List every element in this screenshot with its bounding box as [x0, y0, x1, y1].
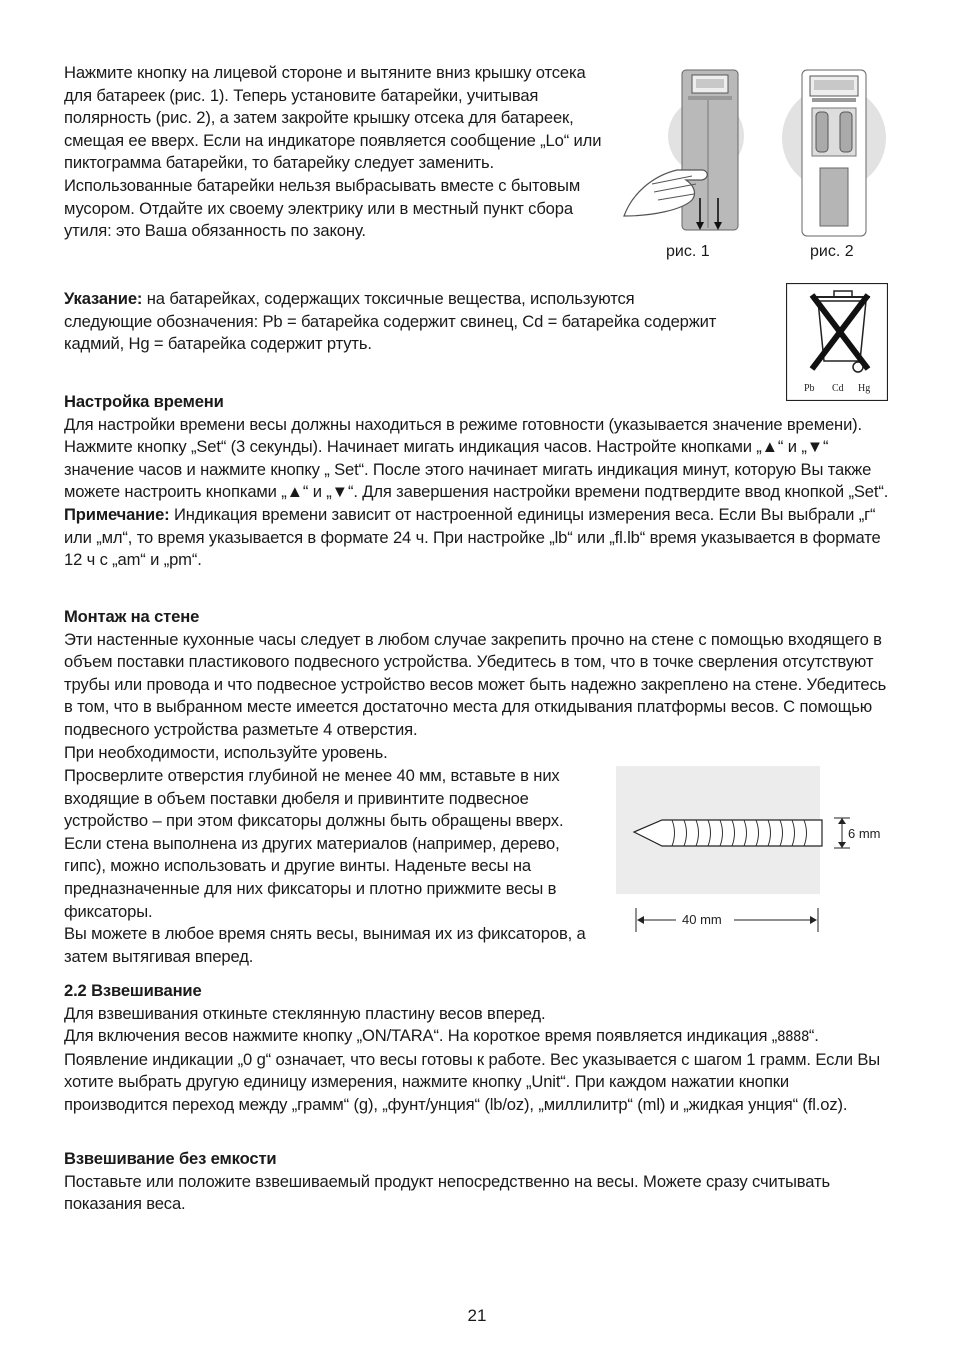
battery-notice — [64, 288, 724, 356]
time-note-text: Индикация времени зависит от настроенной единицы измерения веса. Если Вы выбрали „г“ или „мл“, то время указывается в формате 24 ч. При настройке „lb“ или „fl.lb“ время указывается в формате 12 ч с „am“ и „pm“. — [64, 504, 881, 570]
weighing-paragraph-2b: “. Появление индикации „0 g“ означает, что весы готовы к работе. Вес указывается с шагом 1 грамм. Если Вы хотите выбрать другую единицу измерения, нажмите кнопку „Unit“. При каждом нажатии кнопки производится переход между „грамм“ (g), „фунт/унция“ (lb/oz), „миллилитр“ (ml) и „жидкая унция“ (fl.oz). — [64, 1026, 881, 1114]
weighing-paragraph-2a: Для включения весов нажмите кнопку „ON/TARA“. На короткое время появляется индикация „ — [64, 1026, 778, 1046]
bin-label-cd: Cd — [832, 383, 844, 394]
intro-section — [64, 62, 609, 243]
figure-1-device-with-hand — [622, 66, 748, 236]
drilling-paragraph: Просверлите отверстия глубиной не менее 40 мм, вставьте в них входящие в объем поставки дюбеля и привинтите подвесное устройство – при этом фиксаторы должны быть обращены вверх. Если стена выполнена из других материалов (например, дерево, гипс), можно использовать и другие винты. Наденьте весы на предназначенные для них фиксаторы и плотно прижмите весы в фиксаторы. — [64, 766, 564, 921]
drilling-section — [64, 765, 590, 968]
time-setting-section — [64, 391, 894, 572]
time-setting-paragraph: Для настройки времени весы должны находиться в режиме готовности (указывается значение времени). Нажмите кнопку „Set“ (3 секунды). Начинает мигать индикация часов. Настройте кнопками „▲“ и „▼“ значение часов и нажмите кнопку „ Set“. После этого начинает мигать индикация минут, которую Вы также можете настроить кнопками „▲“ и „▼“. Для завершения настройки времени подтвердите ввод кнопкой „Set“. — [64, 414, 889, 502]
tare-section — [64, 1148, 894, 1216]
figure-2-battery-compartment — [778, 68, 890, 238]
notice-label: Указание: — [64, 289, 143, 308]
intro-paragraph-1: Нажмите кнопку на лицевой стороне и вытяните вниз крышку отсека для батареек (рис. 1). Теперь установите батарейки, учитывая полярность (рис. 2), а затем закройте крышку отсека для батареек, смещая ее вверх. Если на индикаторе появляется сообщение „Lo“ или пиктограмма батарейки, то батарейку следует заменить. — [64, 63, 602, 173]
dowel-length-label: 40 mm — [682, 912, 722, 927]
display-segments: 8888 — [777, 1029, 809, 1046]
wall-mount-heading: Монтаж на стене — [64, 607, 200, 626]
figure-2-caption: рис. 2 — [810, 243, 854, 260]
figure-1-caption: рис. 1 — [666, 243, 710, 260]
weighing-heading: 2.2 Взвешивание — [64, 981, 202, 1000]
weighing-paragraph-1: Для взвешивания откиньте стеклянную пластину весов вперед. — [64, 1003, 546, 1023]
page-number: 21 — [467, 1306, 487, 1325]
notice-text: на батарейках, содержащих токсичные вещества, используются следующие обозначения: Pb = батарейка содержит свинец, Cd = батарейка содержит кадмий, Hg = батарейка содержит ртуть. — [64, 289, 717, 354]
dowel-height-label: 6 mm — [848, 826, 881, 841]
bin-label-pb: Pb — [804, 383, 815, 394]
wall-mount-paragraph-1: Эти настенные кухонные часы следует в любом случае закрепить прочно на стене с помощью входящего в объем поставки пластикового подвесного устройства. Убедитесь в том, что в точке сверления отсутствуют трубы или провода и что подвесное устройство весов может быть надежно закреплено на стене. Убедитесь в том, что в выбранном месте имеется достаточно места для откидывания платформы весов. С помощью подвесного устройства разметьте 4 отверстия. — [64, 629, 887, 739]
removal-paragraph: Вы можете в любое время снять весы, вынимая их из фиксаторов, а затем вытягивая вперед. — [64, 924, 586, 966]
intro-paragraph-2: Использованные батарейки нельзя выбрасывать вместе с бытовым мусором. Отдайте их своему электрику или в местный пункт сбора утиля: это Ваша обязанность по закону. — [64, 175, 581, 241]
dowel-diagram — [612, 762, 902, 942]
bin-label-hg: Hg — [858, 383, 871, 394]
crossed-bin-icon — [786, 283, 888, 401]
tare-paragraph: Поставьте или положите взвешиваемый продукт непосредственно на весы. Можете сразу считывать показания веса. — [64, 1171, 830, 1214]
weighing-section — [64, 980, 894, 1117]
time-setting-heading: Настройка времени — [64, 392, 224, 411]
wall-mount-section — [64, 606, 894, 764]
time-note-label: Примечание: — [64, 504, 170, 524]
tare-heading: Взвешивание без емкости — [64, 1149, 277, 1168]
wall-mount-paragraph-2: При необходимости, используйте уровень. — [64, 742, 388, 762]
